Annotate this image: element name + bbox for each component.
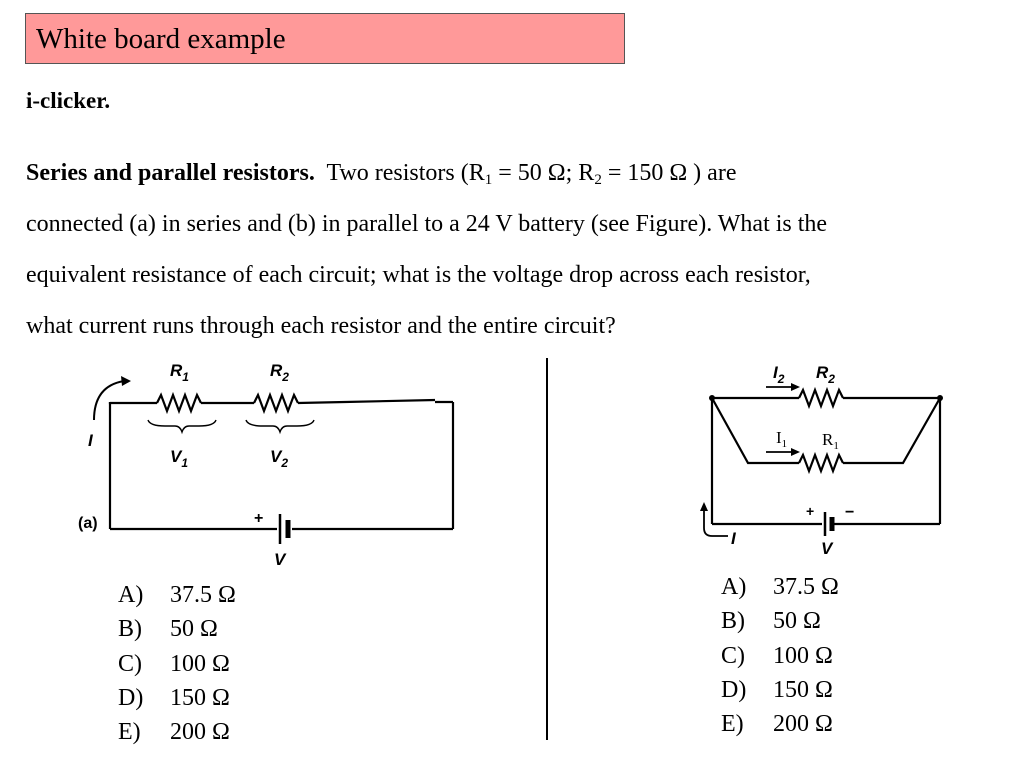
r2-label: R: [270, 361, 283, 380]
r2-b-label-sub: 2: [828, 372, 835, 386]
svg-text:R2: [270, 361, 289, 384]
choice-value: 37.5 Ω: [170, 582, 236, 608]
svg-text:V2: [270, 447, 288, 470]
resistor-r2-zigzag: [254, 395, 298, 411]
choice-value: 100 Ω: [773, 642, 833, 669]
slide-title: White board example: [36, 23, 286, 55]
svg-text:R1: [822, 430, 839, 452]
v1-label-sub: 1: [181, 456, 189, 470]
battery-minus-b: −: [845, 504, 855, 521]
r1-b-label: R: [822, 430, 834, 449]
subtitle: i-clicker.: [26, 88, 111, 113]
choice-letter: D): [118, 684, 144, 711]
choice-parallel-d[interactable]: [721, 673, 839, 707]
i2-label: I: [773, 363, 778, 382]
choice-parallel-a[interactable]: [721, 570, 839, 604]
battery-v-label-b: V: [821, 539, 833, 558]
answer-choices-series: [118, 578, 236, 749]
resistor-r1-b-zigzag: [799, 455, 843, 471]
total-current-label: I: [731, 529, 736, 548]
svg-text:R1: [170, 361, 189, 384]
choice-value: 50 Ω: [773, 608, 821, 635]
junction-left: [709, 395, 715, 401]
r2-subscript: 2: [594, 172, 602, 188]
battery-plus-b: +: [806, 503, 815, 519]
i2-label-sub: 2: [777, 372, 785, 386]
svg-text:V1: [170, 447, 188, 470]
i1-label-sub: 1: [781, 438, 788, 450]
choice-series-c[interactable]: [118, 647, 236, 681]
question-line1-post: = 150 Ω ) are: [601, 160, 737, 186]
choice-parallel-b[interactable]: [721, 604, 839, 638]
choice-letter: C): [118, 650, 142, 677]
choice-letter: D): [721, 676, 747, 703]
choice-value: 50 Ω: [170, 616, 218, 643]
r2-label-sub: 2: [282, 370, 289, 384]
choice-value: 37.5 Ω: [773, 574, 839, 600]
choice-value: 150 Ω: [170, 684, 230, 711]
junction-right: [937, 395, 943, 401]
total-current-arrow: [704, 508, 728, 536]
v2-label: V: [270, 447, 282, 466]
r2-b-label: R: [816, 363, 829, 382]
question-line1-pre: Two resistors (R: [326, 160, 485, 186]
choice-letter: C): [721, 642, 745, 669]
battery-v-label-a: V: [274, 550, 286, 569]
choice-value: 150 Ω: [773, 676, 833, 703]
question-line3: equivalent resistance of each circuit; what is the voltage drop across each resistor,: [26, 262, 811, 288]
v1-label: V: [170, 447, 182, 466]
choice-series-e[interactable]: [118, 715, 236, 749]
resistor-r2-b-zigzag: [799, 390, 843, 406]
v2-brace: [246, 420, 314, 432]
choice-series-b[interactable]: [118, 612, 236, 646]
current-label-a: I: [88, 431, 93, 450]
choice-letter: A): [721, 574, 747, 600]
question-line2: connected (a) in series and (b) in parallel to a 24 V battery (see Figure). What is the: [26, 211, 828, 237]
circuit-a-tag: (a): [78, 515, 98, 532]
choice-value: 100 Ω: [170, 650, 230, 677]
current-arrowhead: [121, 376, 131, 386]
i1-label: I: [776, 428, 782, 447]
answer-choices-parallel: [721, 570, 839, 741]
r1-label: R: [170, 361, 183, 380]
r1-b-label-sub: 1: [833, 440, 839, 452]
v2-label-sub: 2: [281, 456, 289, 470]
svg-text:R2: [816, 363, 835, 386]
choice-parallel-c[interactable]: [721, 639, 839, 673]
r1-label-sub: 1: [182, 370, 189, 384]
choice-letter: E): [118, 719, 141, 746]
choice-series-a[interactable]: [118, 578, 236, 612]
choice-letter: A): [118, 582, 144, 608]
resistor-r1-zigzag: [157, 395, 201, 411]
choice-series-d[interactable]: [118, 681, 236, 715]
choice-parallel-e[interactable]: [721, 707, 839, 741]
choice-value: 200 Ω: [170, 719, 230, 746]
choice-letter: E): [721, 711, 744, 738]
svg-text:I1: [776, 428, 787, 450]
battery-plus-a: +: [254, 510, 264, 527]
parallel-circuit: [704, 387, 940, 536]
choice-letter: B): [721, 608, 745, 635]
choice-letter: B): [118, 616, 142, 643]
v1-brace: [148, 420, 216, 432]
svg-text:I2: [773, 363, 785, 386]
question-lead: Series and parallel resistors.: [26, 160, 315, 186]
question-line4: what current runs through each resistor and the entire circuit?: [26, 313, 616, 339]
r1-subscript: 1: [484, 172, 493, 188]
question-line1-mid: = 50 Ω; R: [492, 160, 595, 186]
choice-value: 200 Ω: [773, 711, 833, 738]
